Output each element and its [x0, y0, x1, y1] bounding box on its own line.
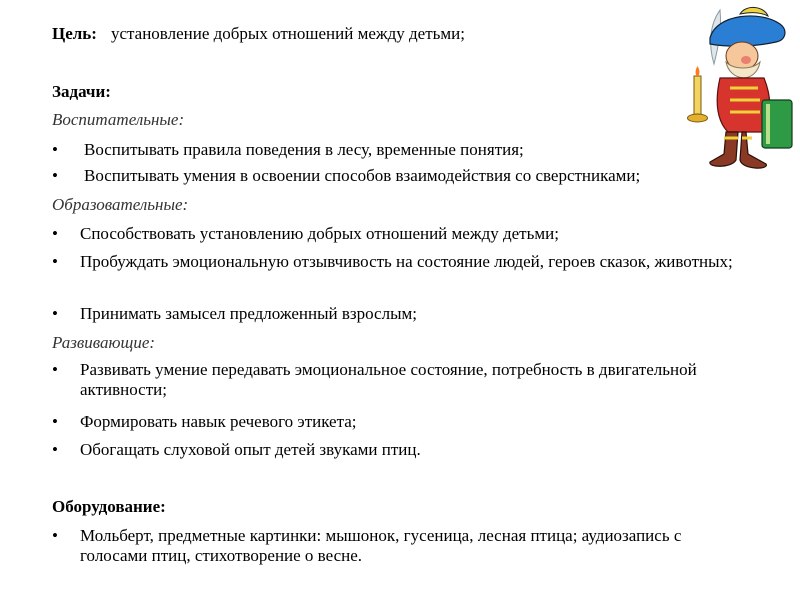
bullet: • [52, 412, 58, 431]
list-item: Воспитывать умения в освоении способов взаимодействия со сверстниками; [84, 166, 641, 185]
goal-text: установление добрых отношений между детьми; [110, 24, 465, 43]
list-item: Воспитывать правила поведения в лесу, временные понятия; [84, 140, 524, 159]
list-item: Принимать замысел предложенный взрослым; [80, 304, 417, 323]
bullet: • [52, 440, 58, 459]
bullet: • [52, 166, 58, 185]
list-item: Пробуждать эмоциональную отзывчивость на состояние людей, героев сказок, животных; [80, 252, 733, 271]
bullet: • [52, 252, 58, 271]
goal-label: Цель: [52, 24, 97, 43]
section-title-developmental: Развивающие: [52, 333, 156, 352]
bullet: • [52, 360, 58, 379]
section-title-educational: Воспитательные: [52, 110, 185, 129]
list-item: Обогащать слуховой опыт детей звуками птиц. [80, 440, 421, 459]
bullet: • [52, 526, 58, 545]
goal-line [52, 24, 465, 44]
bullet: • [52, 304, 58, 323]
bullet: • [52, 224, 58, 243]
list-item: Мольберт, предметные картинки: мышонок, гусеница, лесная птица; аудиозапись с голосами птиц, стихотворение о весне. [80, 526, 682, 565]
list-item: Формировать навык речевого этикета; [80, 412, 357, 431]
list-item: Развивать умение передавать эмоциональное состояние, потребность в двигательной активности; [80, 360, 697, 399]
section-title-instructional: Образовательные: [52, 195, 189, 214]
bullet: • [52, 140, 58, 159]
gnome-illustration [680, 4, 796, 172]
tasks-heading: Задачи: [52, 82, 111, 101]
equipment-heading: Оборудование: [52, 497, 166, 516]
list-item: Способствовать установлению добрых отношений между детьми; [80, 224, 559, 243]
